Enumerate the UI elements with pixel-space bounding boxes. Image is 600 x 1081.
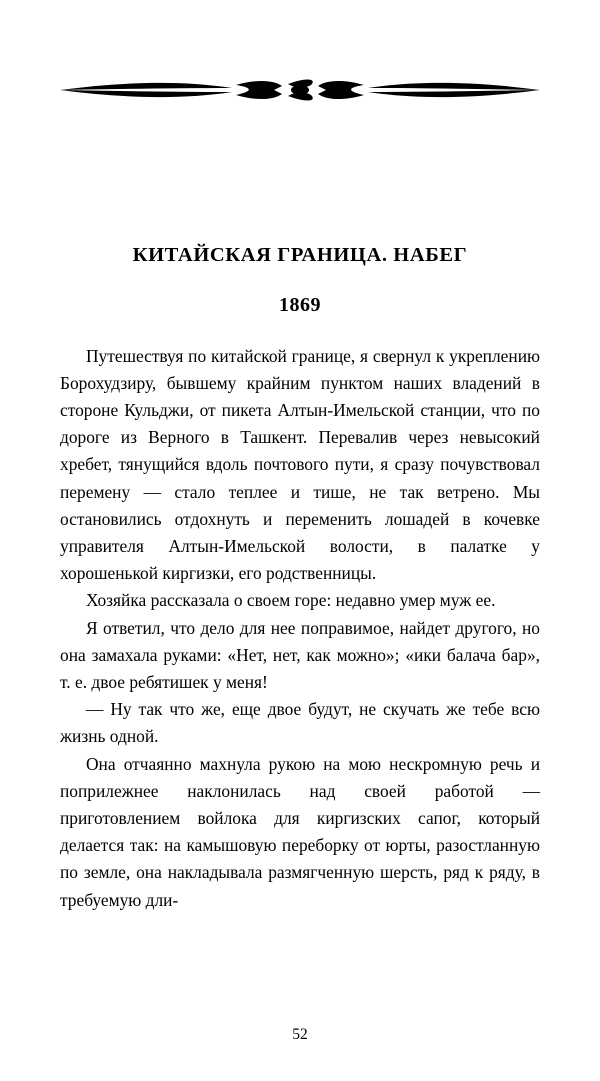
body-text xyxy=(60,343,540,914)
paragraph: Она отчаянно махнула рукою на мою нескромную речь и поприлежнее наклонилась над своей работой — приготовлением войлока для киргизских сапог, который делается так: на камышовую переборку от юрты, разостланную по земле, она накладывала размягченную шерсть, ряд к ряду, в требуемую дли- xyxy=(60,753,540,910)
book-page xyxy=(0,72,600,1081)
decorative-rule-ornament xyxy=(60,72,540,108)
paragraph: Я ответил, что дело для нее поправимое, найдет другого, но она замахала руками: «Нет, нет, как можно»; «ики балача бар», т. е. двое ребятишек у меня! xyxy=(60,617,540,693)
chapter-year: 1869 xyxy=(279,293,321,316)
page-number: 52 xyxy=(292,1026,308,1043)
paragraph: — Ну так что же, еще двое будут, не скучать же тебе всю жизнь одной. xyxy=(60,699,540,747)
paragraph: Хозяйка рассказала о своем горе: недавно умер муж ее. xyxy=(86,590,496,611)
chapter-title: КИТАЙСКАЯ ГРАНИЦА. НАБЕГ xyxy=(132,244,468,266)
paragraph: Путешествуя по китайской границе, я свернул к укреплению Борохудзиру, бывшему крайним пунктом наших владений в стороне Кульджи, от пикета Алтын-Имельской станции, что по дороге из Верного в Ташкент. Перевалив через невысокий хребет, тянущийся вдоль почтового пути, я сразу почувствовал перемену — стало теплее и тише, не так ветрено. Мы остановились отдохнуть и переменить лошадей в кочевке управителя Алтын-Имельской волости, в палатке у хорошенькой киргизки, его родственницы. xyxy=(60,345,540,584)
